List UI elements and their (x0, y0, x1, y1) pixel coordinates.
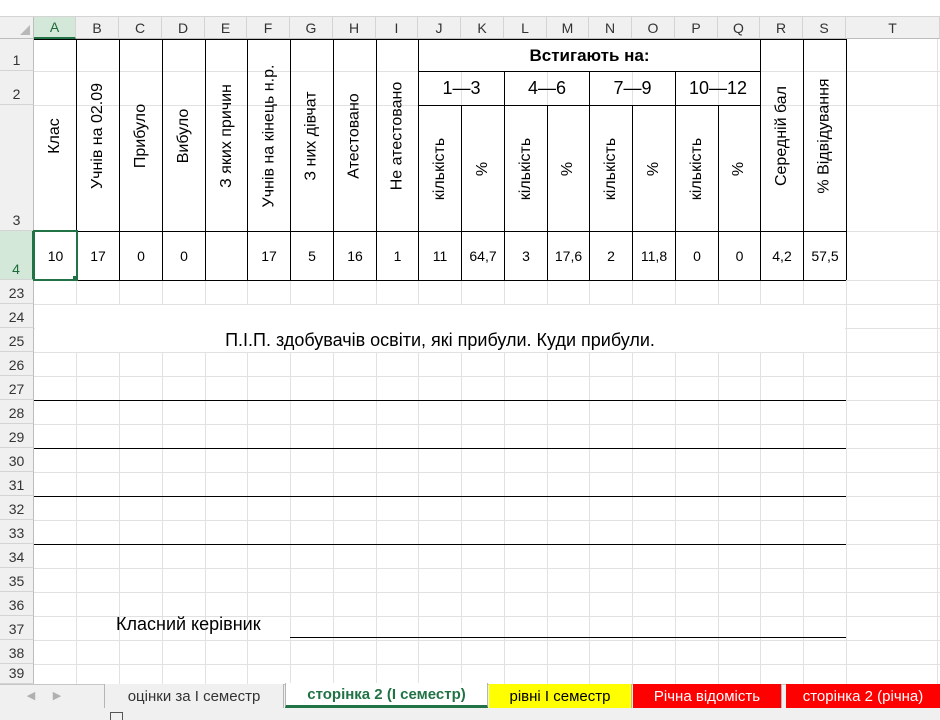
cell-f4[interactable]: 17 (261, 248, 277, 264)
column-header-c[interactable]: C (119, 17, 162, 39)
row-header-39[interactable]: 39 (0, 664, 34, 684)
column-header-l[interactable]: L (504, 17, 547, 39)
header-kilkist-1: кількість (431, 137, 449, 200)
column-header-q[interactable]: Q (718, 17, 760, 39)
header-prybulo: Прибуло (132, 103, 149, 168)
tab-storinka-2-richna[interactable]: сторінка 2 (річна) (786, 684, 940, 708)
cell-i4[interactable]: 1 (393, 248, 402, 264)
cell-o4[interactable]: 11,8 (640, 248, 668, 264)
cell-m4[interactable]: 17,6 (554, 248, 583, 264)
row-header-35[interactable]: 35 (0, 568, 34, 592)
cell-e4[interactable] (206, 232, 247, 280)
tab-otsinky-semestr[interactable]: оцінки за І семестр (104, 684, 284, 708)
header-vidviduvannia: % Відвідування (816, 77, 833, 194)
column-header-t[interactable]: T (846, 17, 940, 39)
header-kilkist-4: кількість (688, 137, 706, 200)
tab-storinka-2-semestr[interactable]: сторінка 2 (І семестр) (285, 683, 488, 708)
status-checkbox-icon (110, 712, 123, 720)
cell-c4[interactable]: 0 (137, 248, 145, 264)
cell-l4[interactable]: 3 (522, 248, 530, 264)
row-header-3[interactable]: 3 (0, 105, 34, 231)
cell-q4[interactable]: 0 (735, 248, 744, 264)
column-header-g[interactable]: G (290, 17, 333, 39)
header-serednii-bal: Середній бал (773, 85, 791, 186)
row-header-31[interactable]: 31 (0, 472, 34, 496)
column-header-r[interactable]: R (760, 17, 803, 39)
class-teacher-label: Класний керівник (116, 614, 261, 634)
column-header-k[interactable]: K (461, 17, 504, 39)
cell-d4[interactable]: 0 (180, 248, 188, 264)
column-header-m[interactable]: M (547, 17, 589, 39)
row-header-38[interactable]: 38 (0, 640, 34, 664)
row-header-37[interactable]: 37 (0, 616, 34, 640)
header-vybulo: Вибуло (175, 108, 193, 163)
cell-k4[interactable]: 64,7 (469, 248, 497, 264)
tab-richna-vidomist[interactable]: Річна відомість (633, 684, 782, 708)
column-header-o[interactable]: O (632, 17, 675, 39)
header-kilkist-2: кількість (517, 137, 535, 200)
header-percent-3: % (644, 161, 662, 176)
column-header-n[interactable]: N (589, 17, 632, 39)
header-kilkist-3: кількість (602, 137, 620, 200)
row-header-36[interactable]: 36 (0, 592, 34, 616)
header-percent-1: % (473, 161, 491, 176)
row-header-32[interactable]: 32 (0, 496, 34, 520)
cell-b4[interactable]: 17 (90, 248, 106, 264)
cell-a4[interactable]: 10 (47, 248, 64, 264)
pip-heading: П.І.П. здобувачів освіти, які прибули. Куди прибули. (225, 329, 655, 350)
row-header-25[interactable]: 25 (0, 328, 34, 352)
row-header-1[interactable]: 1 (0, 39, 34, 71)
row-header-34[interactable]: 34 (0, 544, 34, 568)
row-header-30[interactable]: 30 (0, 448, 34, 472)
column-header-b[interactable]: B (76, 17, 119, 39)
row-header-28[interactable]: 28 (0, 400, 34, 424)
row-header-23[interactable]: 23 (0, 280, 34, 304)
header-atestovano: Атестовано (346, 92, 363, 179)
row-header-2[interactable]: 2 (0, 71, 34, 105)
row-header-29[interactable]: 29 (0, 424, 34, 448)
tab-rivni-semestr[interactable]: рівні І семестр (489, 684, 632, 708)
row-header-33[interactable]: 33 (0, 520, 34, 544)
column-header-j[interactable]: J (418, 17, 461, 39)
header-klas: Клас (46, 117, 63, 154)
row-header-26[interactable]: 26 (0, 352, 34, 376)
tab-scroll-left-icon[interactable]: ◀ (26, 690, 36, 702)
header-range-10-12: 10—12 (688, 78, 748, 98)
status-bar (0, 708, 940, 720)
column-header-s[interactable]: S (803, 17, 846, 39)
row-header-4[interactable]: 4 (0, 231, 34, 280)
column-header-e[interactable]: E (205, 17, 247, 39)
header-uchniv-kinets: Учнів на кінець н.р. (260, 64, 277, 207)
cell-r4[interactable]: 4,2 (772, 248, 792, 264)
header-z-yakykh-prychyn: З яких причин (217, 83, 235, 188)
header-ne-atestovano: Не атестовано (388, 81, 406, 190)
header-z-nykh-divchat: З них дівчат (303, 90, 320, 181)
cell-h4[interactable]: 16 (347, 248, 363, 264)
column-header-i[interactable]: I (376, 17, 418, 39)
header-range-7-9: 7—9 (613, 78, 652, 98)
column-header-p[interactable]: P (675, 17, 718, 39)
column-header-h[interactable]: H (333, 17, 376, 39)
header-vstyhayut: Встигають на: (529, 45, 650, 65)
cell-p4[interactable]: 0 (693, 248, 701, 264)
row-header-24[interactable]: 24 (0, 304, 34, 328)
cell-n4[interactable]: 2 (607, 248, 615, 264)
column-header-d[interactable]: D (162, 17, 205, 39)
header-range-4-6: 4—6 (527, 78, 567, 98)
header-uchniv-0209: Учнів на 02.09 (89, 82, 106, 189)
cell-j4[interactable]: 11 (432, 248, 448, 264)
column-header-a[interactable]: A (34, 17, 76, 39)
header-range-1-3: 1—3 (442, 78, 481, 98)
cell-g4[interactable]: 5 (308, 248, 316, 264)
header-percent-2: % (559, 161, 577, 176)
header-percent-4: % (730, 161, 748, 176)
row-header-27[interactable]: 27 (0, 376, 34, 400)
tab-scroll-right-icon[interactable]: ▶ (52, 690, 62, 702)
column-header-f[interactable]: F (247, 17, 290, 39)
cell-s4[interactable]: 57,5 (811, 248, 839, 264)
